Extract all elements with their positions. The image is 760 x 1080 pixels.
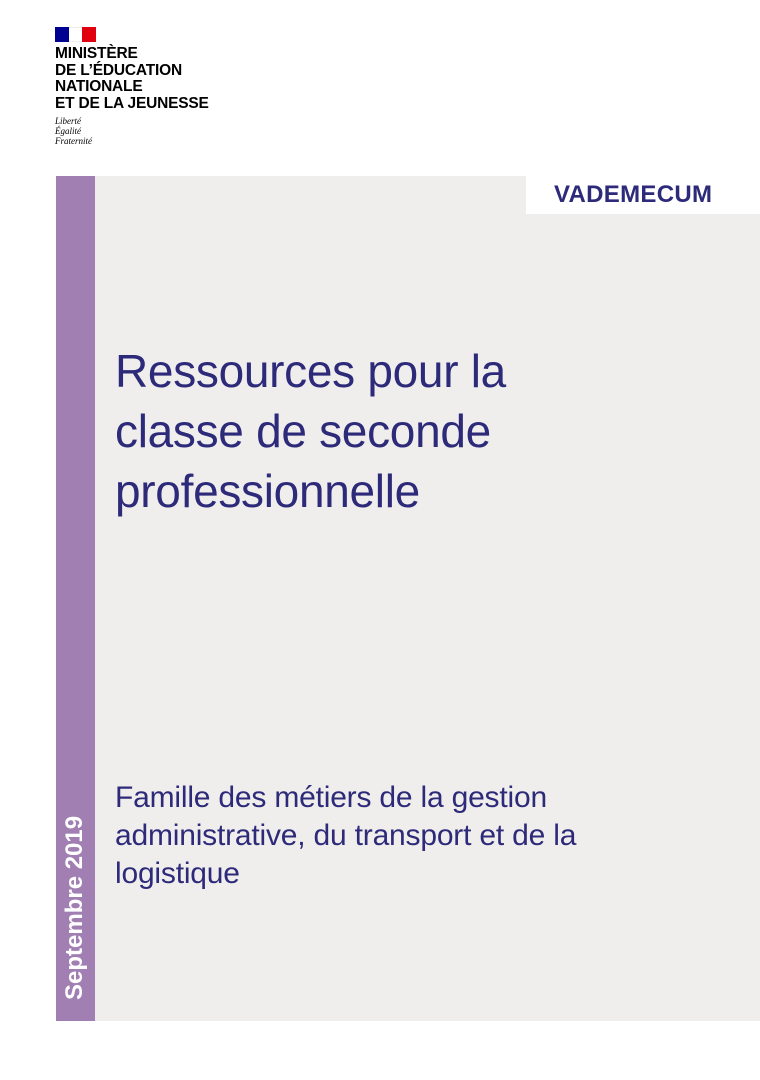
flag-blue-band <box>55 27 69 42</box>
title-line: Ressources pour la <box>115 345 506 397</box>
cover-panel <box>56 176 760 1021</box>
document-title <box>115 341 675 521</box>
flag-white-band <box>69 27 83 42</box>
document-subtitle <box>115 779 735 893</box>
ministry-line: NATIONALE <box>55 78 143 95</box>
ministry-line: ET DE LA JEUNESSE <box>55 94 209 112</box>
ministry-line: DE L’ÉDUCATION <box>55 61 182 79</box>
republic-motto <box>55 116 92 146</box>
ministry-line: MINISTÈRE <box>55 45 138 62</box>
republic-flag-icon <box>55 27 96 42</box>
subtitle-line: Famille des métiers de la gestion <box>115 781 547 814</box>
ministry-logo-text <box>55 46 235 112</box>
flag-red-band <box>82 27 96 42</box>
subtitle-line: logistique <box>115 857 240 890</box>
motto-line: Égalité <box>55 126 81 136</box>
title-line: professionnelle <box>115 465 420 517</box>
document-type-label: VADEMECUM <box>554 181 713 208</box>
title-line: classe de seconde <box>115 405 491 457</box>
subtitle-line: administrative, du transport et de la <box>115 819 577 852</box>
publication-date: Septembre 2019 <box>61 815 88 1000</box>
motto-line: Fraternité <box>55 136 92 146</box>
motto-line: Liberté <box>55 116 81 126</box>
